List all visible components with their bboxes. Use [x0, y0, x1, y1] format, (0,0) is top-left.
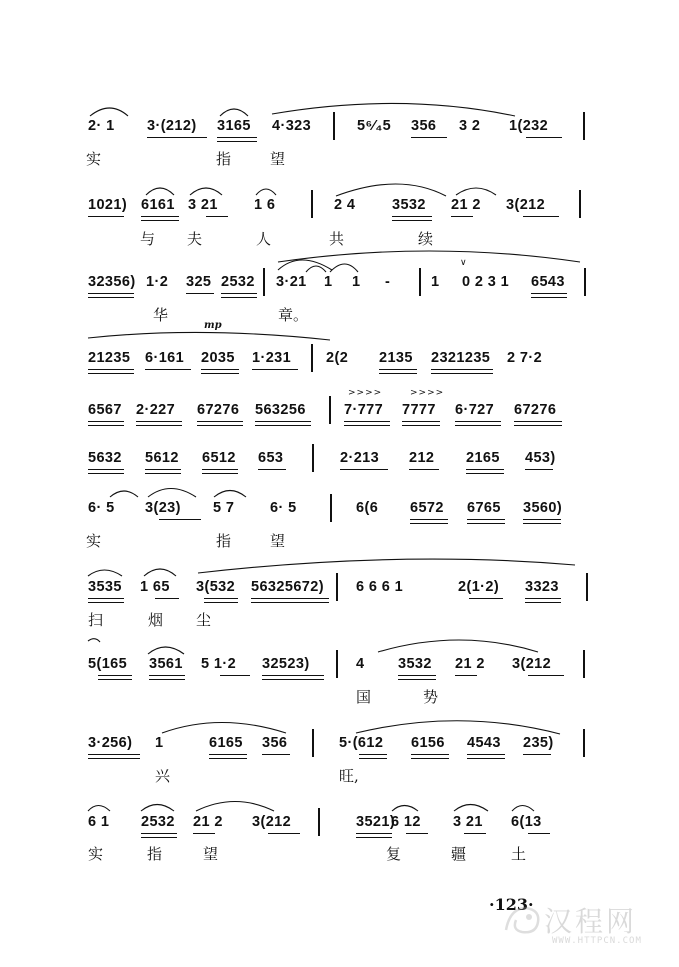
- underline: [204, 602, 238, 603]
- lyric: 望: [270, 150, 286, 168]
- note-group: 212: [409, 450, 435, 466]
- underline: [98, 675, 132, 676]
- note-group: 1 65: [140, 579, 170, 595]
- underline: [531, 297, 567, 298]
- slur: [141, 805, 174, 812]
- note-group: 21 2: [455, 656, 485, 672]
- lyric: 与: [140, 230, 156, 248]
- underline: [149, 675, 185, 676]
- accent-marks: >>>>: [410, 388, 445, 398]
- underline: [141, 837, 177, 838]
- note-group: 21235: [88, 350, 131, 366]
- note-group: 5·(612: [339, 735, 384, 751]
- underline: [88, 216, 124, 217]
- slur: [278, 251, 580, 262]
- underline: [392, 220, 432, 221]
- underline: [469, 598, 503, 599]
- underline: [209, 758, 247, 759]
- note-group: 2 4: [334, 197, 356, 213]
- barline: [333, 112, 335, 140]
- underline: [141, 220, 179, 221]
- barline: [419, 268, 421, 296]
- note-group: 3(23): [145, 500, 181, 516]
- note-group: 6·727: [455, 402, 495, 418]
- lyric: 指: [147, 845, 163, 863]
- note-group: 3 2: [459, 118, 481, 134]
- note-group: 5⁶⁄₄5: [357, 118, 392, 134]
- slur: [306, 266, 326, 272]
- underline: [255, 425, 311, 426]
- slur: [272, 103, 515, 116]
- note-group: 5632: [88, 450, 122, 466]
- note-group: 453): [525, 450, 556, 466]
- slur: [88, 639, 100, 642]
- underline: [431, 373, 493, 374]
- underline: [88, 602, 124, 603]
- slur: [278, 260, 332, 270]
- underline: [88, 469, 124, 470]
- underline: [402, 425, 440, 426]
- note-group: 3532: [392, 197, 426, 213]
- lyric: 望: [270, 532, 286, 550]
- underline: [255, 421, 311, 422]
- note-group: 3·(212): [147, 118, 197, 134]
- note-group: 5 7: [213, 500, 235, 516]
- note-group: 6 1: [88, 814, 110, 830]
- underline: [411, 137, 447, 138]
- underline: [202, 469, 238, 470]
- underline: [523, 523, 561, 524]
- note-group: 3535: [88, 579, 122, 595]
- underline: [197, 421, 243, 422]
- slur: [148, 489, 196, 498]
- slur: [144, 569, 176, 576]
- underline: [145, 473, 181, 474]
- slur: [392, 806, 418, 812]
- underline: [217, 141, 257, 142]
- note-group: 4: [356, 656, 365, 672]
- note-group: 2· 1: [88, 118, 115, 134]
- underline: [220, 675, 250, 676]
- slur: [88, 806, 110, 812]
- note-group: 3(212: [252, 814, 292, 830]
- slur: [454, 805, 488, 812]
- underline: [98, 679, 132, 680]
- note-group: 67276: [514, 402, 557, 418]
- underline: [141, 833, 177, 834]
- lyric: 指: [216, 150, 232, 168]
- slur: [146, 188, 174, 195]
- underline: [141, 216, 179, 217]
- barline: [583, 729, 585, 757]
- note-group: 32523): [262, 656, 310, 672]
- note-group: 2035: [201, 350, 235, 366]
- accent-marks: >>>>: [348, 388, 383, 398]
- underline: [523, 754, 551, 755]
- note-group: 0 2 3 1: [462, 274, 510, 290]
- note-group: 21 2: [451, 197, 481, 213]
- underline: [88, 373, 134, 374]
- note-group: 325: [186, 274, 212, 290]
- note-group: 2·213: [340, 450, 380, 466]
- note-group: 6(13: [511, 814, 542, 830]
- barline: [336, 573, 338, 601]
- note-group: 1: [324, 274, 333, 290]
- underline: [221, 297, 257, 298]
- note-group: 56325672): [251, 579, 324, 595]
- underline: [379, 373, 417, 374]
- underline: [402, 421, 440, 422]
- underline: [525, 602, 561, 603]
- barline: [579, 190, 581, 218]
- underline: [217, 137, 257, 138]
- underline: [88, 293, 134, 294]
- slur: [214, 491, 246, 498]
- note-group: 6(6: [356, 500, 379, 516]
- note-group: 235): [523, 735, 554, 751]
- underline: [431, 369, 493, 370]
- note-group: 3(212: [506, 197, 546, 213]
- underline: [411, 758, 449, 759]
- underline: [258, 469, 286, 470]
- underline: [411, 754, 449, 755]
- slur: [512, 806, 534, 812]
- note-group: 4543: [467, 735, 501, 751]
- underline: [251, 598, 329, 599]
- underline: [145, 469, 181, 470]
- slur: [88, 332, 330, 340]
- underline: [206, 216, 228, 217]
- underline: [467, 523, 505, 524]
- lyric: 章。: [278, 306, 309, 324]
- lyric: 华: [153, 306, 169, 324]
- underline: [455, 425, 501, 426]
- note-group: 6165: [209, 735, 243, 751]
- lyric: 旺,: [339, 767, 359, 785]
- underline: [193, 833, 215, 834]
- underline: [221, 293, 257, 294]
- underline: [88, 598, 124, 599]
- underline: [467, 758, 505, 759]
- watermark-url: WWW.HTTPCN.COM: [552, 936, 642, 946]
- note-group: 653: [258, 450, 284, 466]
- underline: [525, 469, 553, 470]
- lyric: 土: [511, 845, 527, 863]
- underline: [201, 373, 239, 374]
- note-group: 1 6: [254, 197, 276, 213]
- note-group: 356: [262, 735, 288, 751]
- underline: [136, 425, 182, 426]
- underline: [514, 421, 562, 422]
- note-group: 3(532: [196, 579, 236, 595]
- slur: [356, 721, 560, 734]
- slur: [88, 570, 122, 576]
- barline: [584, 268, 586, 296]
- slur: [90, 108, 128, 116]
- note-group: 6765: [467, 500, 501, 516]
- underline: [88, 473, 124, 474]
- barline: [311, 190, 313, 218]
- barline: [263, 268, 265, 296]
- note-group: 6543: [531, 274, 565, 290]
- note-group: 2·227: [136, 402, 176, 418]
- note-group: 2(1·2): [458, 579, 500, 595]
- lyric: 实: [86, 150, 102, 168]
- lyric: 势: [423, 688, 439, 706]
- note-group: 1: [155, 735, 164, 751]
- underline: [514, 425, 562, 426]
- underline: [392, 216, 432, 217]
- lyric: 共: [329, 230, 345, 248]
- note-group: 4·323: [272, 118, 312, 134]
- note-group: 356: [411, 118, 437, 134]
- note-group: 3 21: [453, 814, 483, 830]
- underline: [204, 598, 238, 599]
- note-group: 2135: [379, 350, 413, 366]
- underline: [467, 519, 505, 520]
- note-group: -: [385, 274, 391, 290]
- breath-mark: ∨: [460, 258, 468, 268]
- note-group: 6· 5: [88, 500, 115, 516]
- note-group: 1: [352, 274, 361, 290]
- barline: [312, 444, 314, 472]
- underline: [268, 833, 300, 834]
- slur: [378, 640, 538, 652]
- note-group: 6 12: [391, 814, 421, 830]
- note-group: 563256: [255, 402, 306, 418]
- lyric: 夫: [187, 230, 203, 248]
- slur: [110, 491, 138, 497]
- slur: [190, 188, 222, 195]
- note-group: 3 21: [188, 197, 218, 213]
- lyric: 烟: [148, 611, 164, 629]
- lyric: 望: [203, 845, 219, 863]
- note-group: 2 7·2: [507, 350, 543, 366]
- underline: [340, 469, 388, 470]
- slur: [456, 188, 496, 195]
- lyric: 疆: [451, 845, 467, 863]
- note-group: 3165: [217, 118, 251, 134]
- note-group: 7·777: [344, 402, 384, 418]
- note-group: 3(212: [512, 656, 552, 672]
- underline: [410, 519, 448, 520]
- underline: [464, 833, 486, 834]
- lyric: 人: [256, 230, 272, 248]
- underline: [202, 473, 238, 474]
- dragon-seal-icon: [500, 900, 546, 940]
- watermark: [500, 898, 668, 954]
- watermark-text: 汉程网: [544, 905, 638, 938]
- lyric: 尘: [196, 611, 212, 629]
- note-group: 1(232: [509, 118, 549, 134]
- underline: [262, 675, 324, 676]
- underline: [410, 523, 448, 524]
- note-group: 1·231: [252, 350, 292, 366]
- barline: [311, 344, 313, 372]
- underline: [528, 675, 564, 676]
- note-group: 2532: [141, 814, 175, 830]
- lyric: 续: [418, 230, 434, 248]
- note-group: 2(2: [326, 350, 349, 366]
- slur: [330, 264, 358, 272]
- note-group: 5 1·2: [201, 656, 237, 672]
- underline: [88, 369, 134, 370]
- underline: [252, 369, 298, 370]
- note-group: 1: [431, 274, 440, 290]
- slur: [220, 109, 248, 116]
- underline: [531, 293, 567, 294]
- underline: [406, 833, 428, 834]
- underline: [251, 602, 329, 603]
- slur: [196, 802, 274, 812]
- underline: [159, 519, 201, 520]
- note-group: 1021): [88, 197, 128, 213]
- note-group: 3·256): [88, 735, 133, 751]
- underline: [88, 758, 140, 759]
- underline: [466, 469, 504, 470]
- note-group: 3521): [356, 814, 396, 830]
- underline: [88, 425, 124, 426]
- underline: [344, 425, 390, 426]
- note-group: 32356): [88, 274, 136, 290]
- slur: [198, 559, 575, 573]
- underline: [359, 758, 387, 759]
- underline: [398, 675, 436, 676]
- underline: [149, 679, 185, 680]
- underline: [186, 293, 214, 294]
- underline: [466, 473, 504, 474]
- underline: [359, 754, 387, 755]
- underline: [209, 754, 247, 755]
- lyric: 指: [216, 532, 232, 550]
- note-group: 2321235: [431, 350, 491, 366]
- underline: [455, 675, 477, 676]
- underline: [467, 754, 505, 755]
- note-group: 6567: [88, 402, 122, 418]
- note-group: 3560): [523, 500, 563, 516]
- note-group: 6161: [141, 197, 175, 213]
- underline: [398, 679, 436, 680]
- note-group: 5(165: [88, 656, 128, 672]
- barline: [318, 808, 320, 836]
- underline: [88, 421, 124, 422]
- underline: [523, 216, 559, 217]
- note-group: 3·21: [276, 274, 307, 290]
- underline: [379, 369, 417, 370]
- lyric: 国: [356, 688, 372, 706]
- underline: [525, 598, 561, 599]
- underline: [155, 598, 179, 599]
- underline: [409, 469, 439, 470]
- slur: [336, 184, 446, 196]
- underline: [528, 833, 550, 834]
- underline: [262, 679, 324, 680]
- note-group: 21 2: [193, 814, 223, 830]
- slur: [148, 647, 184, 654]
- slur: [162, 723, 286, 734]
- barline: [583, 112, 585, 140]
- underline: [451, 216, 473, 217]
- page-number: ·123·: [489, 895, 534, 914]
- underline: [197, 425, 243, 426]
- note-group: 2165: [466, 450, 500, 466]
- note-group: 1·2: [146, 274, 169, 290]
- note-group: 3323: [525, 579, 559, 595]
- underline: [526, 137, 562, 138]
- slur: [256, 189, 276, 195]
- barline: [583, 650, 585, 678]
- note-group: 6 6 6 1: [356, 579, 404, 595]
- barline: [312, 729, 314, 757]
- underline: [523, 519, 561, 520]
- barline: [586, 573, 588, 601]
- note-group: 3561: [149, 656, 183, 672]
- note-group: 6·161: [145, 350, 185, 366]
- underline: [145, 369, 191, 370]
- underline: [344, 421, 390, 422]
- underline: [356, 837, 392, 838]
- note-group: 6156: [411, 735, 445, 751]
- lyric: 实: [88, 845, 104, 863]
- barline: [329, 396, 331, 424]
- dynamic-mark: mp: [204, 320, 222, 331]
- note-group: 3532: [398, 656, 432, 672]
- note-group: 5612: [145, 450, 179, 466]
- lyric: 扫: [88, 611, 104, 629]
- underline: [262, 754, 290, 755]
- underline: [88, 754, 140, 755]
- note-group: 7777: [402, 402, 436, 418]
- lyric: 兴: [155, 767, 171, 785]
- lyric: 复: [386, 845, 402, 863]
- note-group: 6572: [410, 500, 444, 516]
- barline: [336, 650, 338, 678]
- note-group: 2532: [221, 274, 255, 290]
- underline: [88, 297, 134, 298]
- underline: [136, 421, 182, 422]
- barline: [330, 494, 332, 522]
- underline: [455, 421, 501, 422]
- lyric: 实: [86, 532, 102, 550]
- note-group: 6512: [202, 450, 236, 466]
- note-group: 6· 5: [270, 500, 297, 516]
- underline: [201, 369, 239, 370]
- underline: [356, 833, 392, 834]
- underline: [147, 137, 207, 138]
- note-group: 67276: [197, 402, 240, 418]
